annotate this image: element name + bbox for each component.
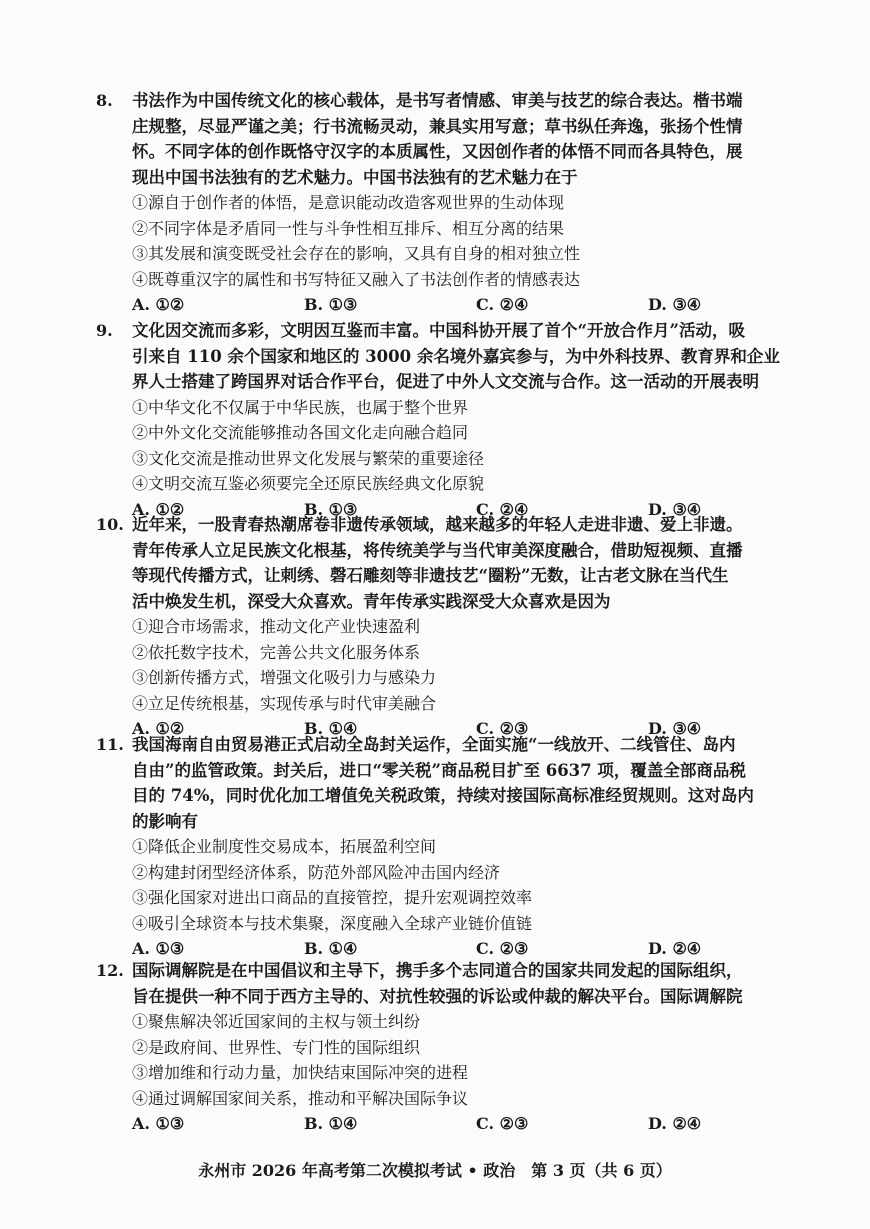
statement-option: ④文明交流互鉴必须要完全还原民族经典文化原貌 [132, 474, 485, 493]
answer-choices [132, 1111, 796, 1137]
question-stem [132, 318, 796, 395]
statement-option: ③其发展和演变既受社会存在的影响，又具有自身的相对独立性 [132, 244, 581, 263]
stem-line: 活中焕发生机，深受大众喜欢。青年传承实践深受大众喜欢是因为 [132, 591, 611, 611]
question-body [132, 512, 796, 742]
question-stem [132, 88, 796, 190]
question-body [132, 958, 796, 1137]
question-number: 11. [96, 735, 124, 754]
stem-line: 自由”的监管政策。封关后，进口“零关税”商品税目扩至 6637 项，覆盖全部商品税 [132, 760, 746, 780]
answer-choices [132, 292, 796, 318]
question-12 [96, 958, 796, 1137]
question-11 [96, 732, 796, 962]
statement-option: ④立足传统根基，实现传承与时代审美融合 [132, 693, 437, 713]
choice-a: A. ①② [132, 295, 185, 314]
stem-line: 的影响有 [132, 811, 198, 831]
statement-option: ②构建封闭型经济体系，防范外部风险冲击国内经济 [132, 862, 501, 882]
choice-d: D. ③④ [648, 719, 702, 738]
stem-line: 庄规整，尽显严谨之美；行书流畅灵动，兼具实用写意；草书纵任奔逸，张扬个性情 [132, 116, 743, 136]
choice-c: C. ②③ [476, 939, 529, 958]
choice-c: C. ②④ [476, 499, 529, 519]
stem-line: 国际调解院是在中国倡议和主导下，携手多个志同道合的国家共同发起的国际组织， [132, 961, 743, 980]
choice-d: D. ③④ [648, 499, 702, 519]
choice-d: D. ②④ [648, 939, 702, 958]
statement-option: ②中外文化交流能够推动各国文化走向融合趋同 [132, 423, 469, 442]
choice-b: B. ①④ [304, 1114, 358, 1133]
stem-line: 我国海南自由贸易港正式启动全岛封关运作，全面实施“一线放开、二线管住、岛内 [132, 735, 736, 754]
question-body [132, 732, 796, 962]
statement-option: ③强化国家对进出口商品的直接管控，提升宏观调控效率 [132, 888, 533, 907]
page-footer: 永州市 2026 年高考第二次模拟考试 • 政治 第 3 页（共 6 页） [198, 1161, 672, 1180]
stem-line: 书法作为中国传统文化的核心载体，是书写者情感、审美与技艺的综合表达。楷书端 [132, 91, 743, 110]
stem-line: 等现代传播方式，让刺绣、磬石雕刻等非遗技艺“圈粉”无数，让古老文脉在当代生 [132, 566, 729, 585]
statement-option: ④吸引全球资本与技术集聚，深度融入全球产业链价值链 [132, 913, 533, 933]
choice-d: D. ②④ [648, 1114, 702, 1133]
question-10 [96, 512, 796, 742]
question-number: 10. [96, 515, 124, 534]
stem-line: 目的 74%，同时优化加工增值免关税政策，持续对接国际高标准经贸规则。这对岛内 [132, 786, 754, 805]
stem-line: 旨在提供一种不同于西方主导的、对抗性较强的诉讼或仲裁的解决平台。国际调解院 [132, 986, 743, 1006]
choice-a: A. ①② [132, 499, 185, 519]
stem-line: 现出中国书法独有的艺术魅力。中国书法独有的艺术魅力在于 [132, 167, 578, 187]
statement-option: ③增加维和行动力量，加快结束国际冲突的进程 [132, 1063, 469, 1082]
question-body [132, 88, 796, 318]
stem-line: 青年传承人立足民族文化根基，将传统美学与当代审美深度融合，借助短视频、直播 [132, 540, 743, 560]
choice-c: C. ②③ [476, 1114, 529, 1133]
question-stem [132, 958, 796, 1009]
stem-line: 近年来，一股青春热潮席卷非遗传承领域，越来越多的年轻人走进非遗、爱上非遗。 [132, 515, 743, 534]
choice-c: C. ②④ [476, 295, 529, 314]
statement-option: ④通过调解国家间关系，推动和平解决国际争议 [132, 1088, 469, 1108]
choice-a: A. ①② [132, 719, 185, 738]
statement-option: ①降低企业制度性交易成本，拓展盈利空间 [132, 837, 437, 856]
choice-d: D. ③④ [648, 295, 702, 314]
stem-line: 界人士搭建了跨国界对话合作平台，促进了中外人文交流与合作。这一活动的开展表明 [132, 372, 759, 391]
choice-b: B. ①③ [304, 499, 358, 519]
statement-option: ②不同字体是矛盾同一性与斗争性相互排斥、相互分离的结果 [132, 218, 565, 238]
stem-line: 引来自 110 余个国家和地区的 3000 余名境外嘉宾参与，为中外科技界、教育界和企业 [132, 346, 780, 366]
question-8 [96, 88, 796, 318]
choice-b: B. ①④ [304, 939, 358, 958]
choice-c: C. ②③ [476, 719, 529, 738]
statement-option: ①源自于创作者的体悟，是意识能动改造客观世界的生动体现 [132, 193, 565, 212]
choice-b: B. ①④ [304, 719, 358, 738]
statement-option: ③文化交流是推动世界文化发展与繁荣的重要途径 [132, 448, 485, 468]
statement-option: ③创新传播方式，增强文化吸引力与感染力 [132, 668, 437, 687]
choice-a: A. ①③ [132, 939, 185, 958]
stem-line: 文化因交流而多彩，文明因互鉴而丰富。中国科协开展了首个“开放合作月”活动，吸 [132, 321, 745, 340]
statement-option: ②依托数字技术，完善公共文化服务体系 [132, 642, 421, 662]
stem-line: 怀。不同字体的创作既恪守汉字的本质属性，又因创作者的体悟不同而各具特色，展 [132, 142, 743, 161]
question-number: 9. [96, 321, 113, 340]
statement-option: ①中华文化不仅属于中华民族，也属于整个世界 [132, 397, 469, 417]
statement-option: ②是政府间、世界性、专门性的国际组织 [132, 1037, 421, 1057]
question-number: 12. [96, 961, 124, 980]
choice-a: A. ①③ [132, 1114, 185, 1133]
question-stem [132, 732, 796, 834]
statement-option: ①聚焦解决邻近国家间的主权与领土纠纷 [132, 1012, 421, 1031]
question-body [132, 318, 796, 522]
question-stem [132, 512, 796, 614]
choice-b: B. ①③ [304, 295, 358, 314]
statement-option: ①迎合市场需求，推动文化产业快速盈利 [132, 617, 421, 636]
statement-option: ④既尊重汉字的属性和书写特征又融入了书法创作者的情感表达 [132, 269, 581, 289]
question-number: 8. [96, 91, 113, 110]
question-9 [96, 318, 796, 522]
